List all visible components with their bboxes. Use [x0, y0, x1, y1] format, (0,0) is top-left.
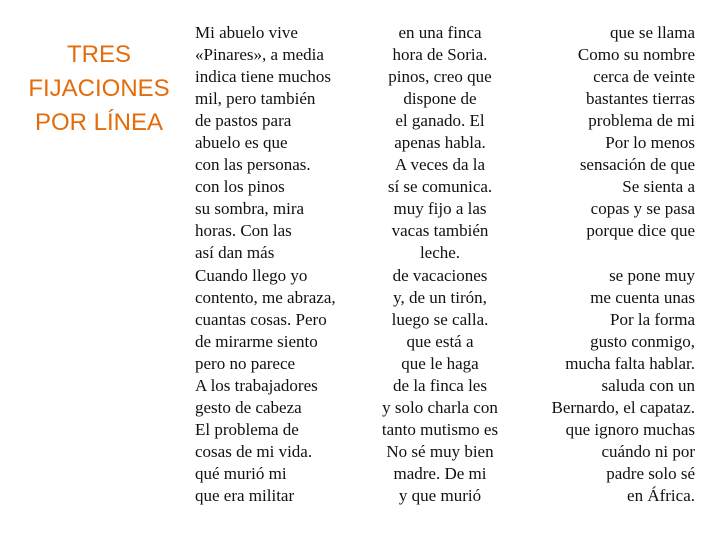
text-line: leche.: [419, 243, 461, 263]
text-line: saluda con un: [601, 375, 695, 395]
text-line: me cuenta unas: [590, 287, 695, 307]
text-line: qué murió mi: [195, 463, 287, 483]
text-line: en África.: [627, 485, 695, 505]
text-line: que era militar: [195, 485, 295, 505]
text-line: Como su nombre: [577, 45, 695, 65]
text-line: tanto mutismo es: [381, 419, 499, 439]
text-line: Por la forma: [610, 309, 695, 329]
text-line: padre solo sé: [606, 463, 695, 483]
text-line: El problema de: [195, 419, 299, 439]
text-line: y, de un tirón,: [393, 287, 487, 307]
text-line: de pastos para: [195, 111, 292, 131]
text-line: Por lo menos: [605, 133, 695, 153]
text-line: madre. De mi: [393, 463, 487, 483]
text-line: Mi abuelo vive: [195, 23, 298, 42]
text-line: cuantas cosas. Pero: [195, 309, 327, 329]
text-line: copas y se pasa: [590, 199, 695, 219]
text-line: mil, pero también: [195, 89, 316, 109]
text-line: que se llama: [610, 23, 695, 42]
text-line: con las personas.: [195, 155, 311, 175]
text-line: sensación de que: [579, 155, 695, 175]
text-line: y que murió: [398, 485, 482, 505]
text-line: «Pinares», a media: [195, 45, 324, 65]
title-line: TRES: [66, 41, 131, 68]
text-line: porque dice que: [586, 221, 695, 241]
text-line: [515, 242, 695, 264]
text-line: bastantes tierras: [585, 89, 695, 109]
text-line: problema de mi: [588, 111, 695, 131]
text-line: sí se comunica.: [387, 177, 493, 197]
text-line: gesto de cabeza: [195, 397, 302, 417]
text-line: A veces da la: [394, 155, 486, 175]
text-line: se pone muy: [609, 265, 695, 285]
text-line: en una finca: [398, 23, 482, 42]
text-line: pero no parece: [195, 353, 296, 373]
text-line: que está a: [406, 331, 474, 351]
slide-title: [14, 38, 184, 140]
text-line: así dan más: [195, 243, 275, 263]
title-line: FIJACIONES: [28, 75, 170, 102]
text-line: Cuando llego yo: [195, 265, 308, 285]
text-line: cerca de veinte: [593, 67, 695, 87]
text-line: cuándo ni por: [601, 441, 695, 461]
text-line: hora de Soria.: [392, 45, 488, 65]
title-line: POR LÍNEA: [34, 109, 164, 136]
text-line: muy fijo a las: [393, 199, 487, 219]
text-line: gusto conmigo,: [590, 331, 695, 351]
text-line: abuelo es que: [195, 133, 288, 153]
text-line: y solo charla con: [382, 397, 498, 417]
text-line: luego se calla.: [391, 309, 489, 329]
text-line: el ganado. El: [395, 111, 485, 131]
text-line: su sombra, mira: [195, 199, 305, 219]
text-line: contento, me abraza,: [195, 287, 336, 307]
text-line: de la finca les: [393, 375, 487, 395]
text-line: que ignoro muchas: [565, 419, 695, 439]
text-line: vacas también: [391, 221, 489, 241]
text-column-right: [515, 22, 695, 507]
text-line: apenas habla.: [394, 133, 486, 153]
text-line: indica tiene muchos: [195, 67, 331, 87]
text-line: pinos, creo que: [388, 67, 492, 87]
text-line: mucha falta hablar.: [565, 353, 695, 373]
text-column-middle: [370, 22, 510, 507]
text-line: con los pinos: [195, 177, 285, 197]
text-line: Bernardo, el capataz.: [551, 397, 695, 417]
text-line: Se sienta a: [622, 177, 695, 197]
text-line: dispone de: [403, 89, 477, 109]
text-line: horas. Con las: [195, 221, 292, 241]
text-line: A los trabajadores: [195, 375, 318, 395]
text-line: cosas de mi vida.: [195, 441, 313, 461]
text-line: No sé muy bien: [386, 441, 494, 461]
text-column-left: [195, 22, 365, 507]
text-line: de vacaciones: [392, 265, 488, 285]
text-line: que le haga: [401, 353, 479, 373]
text-line: de mirarme siento: [195, 331, 318, 351]
